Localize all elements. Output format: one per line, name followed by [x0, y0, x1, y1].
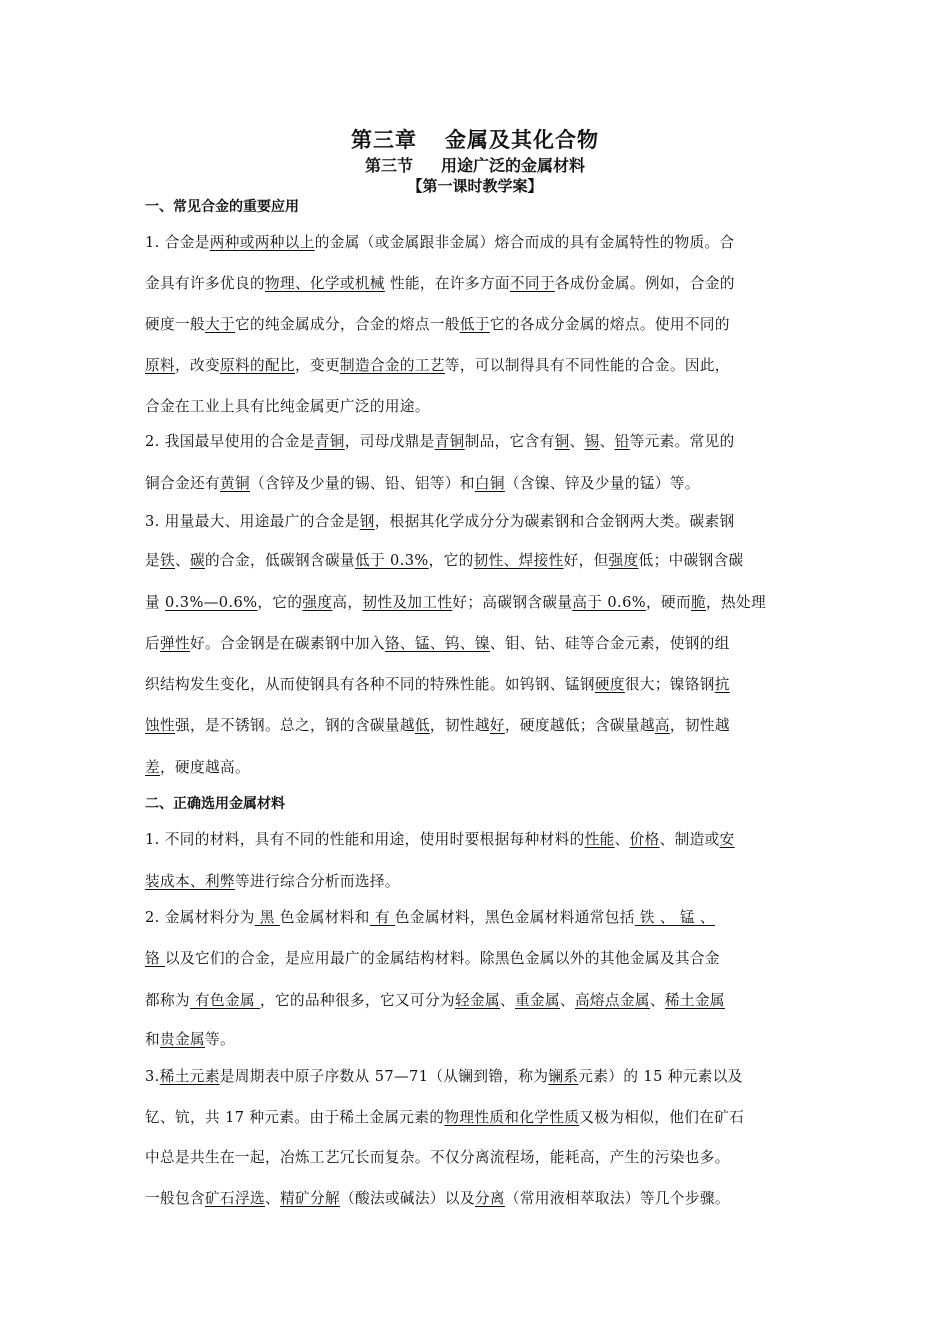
text-line — [145, 354, 811, 375]
underlined-term: 原料的配比 — [219, 357, 295, 374]
underlined-term: 两种或两种以上 — [209, 234, 315, 251]
text-run: 各成份金属。例如，合金的 — [554, 275, 735, 292]
text-run: 、 — [614, 831, 630, 848]
text-run: 等。 — [204, 1031, 235, 1048]
text-line — [145, 549, 811, 570]
text-run: ，变更 — [294, 357, 340, 374]
text-run: 织结构发生变化，从而使钢具有各种不同的特殊性能。如钨钢、锰钢 — [145, 676, 595, 693]
underlined-term: 青铜 — [434, 433, 465, 450]
section-heading: 二、正确选用金属材料 — [145, 796, 285, 812]
text-run: （酸法或碱法）以及 — [339, 1190, 475, 1207]
text-run: 后 — [145, 635, 160, 652]
underlined-term: 价格 — [629, 831, 660, 848]
text-run: 中总是共生在一起，冶炼工艺冗长而复杂。不仅分离流程场，能耗高，产生的污染也多。 — [145, 1149, 730, 1166]
text-run: 低；中碳钢含碳 — [638, 552, 744, 569]
text-run: 它的各成分金属的熔点。使用不同的 — [489, 316, 730, 333]
underlined-term: 脆 — [691, 594, 706, 611]
underlined-term: 锡 — [584, 433, 600, 450]
text-run: 它的纯金属成分，合金的熔点一般 — [234, 316, 460, 333]
text-run: 元素）的 15 种元素以及 — [578, 1068, 743, 1085]
text-run: 2. 我国最早使用的合金是 — [145, 433, 315, 450]
text-line — [145, 828, 811, 849]
text-line — [145, 1065, 811, 1086]
underlined-term: 重金属 — [514, 992, 560, 1009]
text-run: 、钼、钴、硅等合金元素，使钢的组 — [489, 635, 730, 652]
underlined-term: 装成本、利弊 — [145, 873, 235, 890]
text-run: 、 — [569, 433, 585, 450]
underlined-term: 低于 — [459, 316, 490, 333]
chapter-number: 第三章 — [351, 128, 417, 152]
underlined-term: 制造合金的工艺 — [339, 357, 445, 374]
underlined-term: 钢 — [359, 513, 375, 530]
text-run: 等进行综合分析而选择。 — [234, 873, 400, 890]
underlined-term: 弹性 — [160, 635, 190, 652]
text-run: 色金属材料和 — [279, 909, 370, 926]
text-run: ，它的 — [428, 552, 474, 569]
underlined-term: 原料 — [145, 357, 175, 374]
text-line — [145, 272, 811, 293]
underlined-term: 0.3%—0.6% — [165, 594, 258, 611]
text-run: ，热处理 — [706, 594, 766, 611]
underlined-term: 安 — [719, 831, 735, 848]
text-run: 、 — [499, 992, 515, 1009]
text-run: 强，是不锈钢。总之，钢的含碳量越 — [175, 717, 415, 734]
text-run: 硬度一般 — [145, 316, 205, 333]
text-run: 好，但 — [563, 552, 609, 569]
underlined-term: 黄铜 — [219, 475, 250, 492]
text-run: 、制造或 — [659, 831, 720, 848]
text-run: 3. — [145, 1068, 160, 1085]
underlined-term: 有 — [369, 909, 395, 926]
text-run: 是周期表中原子序数从 57—71（从镧到镥，称为 — [219, 1068, 549, 1085]
text-line — [145, 430, 811, 451]
underlined-term: 碳 — [190, 552, 205, 569]
text-line — [145, 989, 811, 1010]
chapter-title — [0, 124, 950, 154]
text-run: 、 — [559, 992, 575, 1009]
text-run: 金具有许多优良的 — [145, 275, 265, 292]
text-line — [145, 472, 811, 493]
text-run: 、 — [175, 552, 190, 569]
text-run: 3. 用量最大、用途最广的合金是 — [145, 513, 360, 530]
section-heading: 一、常见合金的重要应用 — [145, 199, 299, 215]
underlined-term: 贵金属 — [160, 1031, 205, 1048]
text-run: 又极为相似，他们在矿石 — [579, 1109, 745, 1126]
text-run: ，硬度越低；含碳量越 — [504, 717, 655, 734]
text-run: ，韧性越 — [429, 717, 490, 734]
underlined-term: 大于 — [204, 316, 235, 333]
underlined-term: 轻金属 — [454, 992, 500, 1009]
text-run: ，司母戊鼎是 — [344, 433, 435, 450]
text-run: ，改变 — [175, 357, 220, 374]
text-line — [145, 231, 811, 252]
text-run: 1. 合金是 — [145, 234, 210, 251]
text-run: 的合金，低碳钢含碳量 — [205, 552, 355, 569]
underlined-term: 黑 — [254, 909, 280, 926]
text-run: 性能，在许多方面 — [384, 275, 510, 292]
text-line — [145, 1187, 811, 1208]
section-title — [0, 153, 950, 176]
text-line — [145, 870, 811, 891]
underlined-term: 铁 、 锰 、 — [634, 909, 715, 926]
text-run: 是 — [145, 552, 160, 569]
underlined-term: 韧性及加工性 — [362, 594, 453, 611]
text-run: 都称为 — [145, 992, 190, 1009]
underlined-term: 强度 — [302, 594, 333, 611]
text-run: 高， — [332, 594, 363, 611]
text-run: 一般包含 — [145, 1190, 205, 1207]
section-number: 第三节 — [364, 156, 413, 175]
underlined-term: 物理性质和化学性质 — [444, 1109, 580, 1126]
chapter-name: 金属及其化合物 — [445, 128, 599, 152]
text-run: ，它的 — [257, 594, 303, 611]
text-line — [145, 510, 811, 531]
text-run: 制品，它含有 — [464, 433, 555, 450]
underlined-term: 物理、化学或机械 — [264, 275, 385, 292]
text-line — [145, 1028, 811, 1049]
text-run: 好。合金钢是在碳素钢中加入 — [190, 635, 385, 652]
text-run: 合金在工业上具有比纯金属更广泛的用途。 — [145, 398, 430, 415]
text-line — [145, 1106, 811, 1127]
underlined-term: 白铜 — [474, 475, 505, 492]
underlined-term: 差 — [145, 759, 160, 776]
text-run: ，根据其化学成分分为碳素钢和合金钢两大类。碳素钢 — [374, 513, 735, 530]
text-run: 和 — [145, 1031, 160, 1048]
underlined-term: 精矿分解 — [279, 1190, 340, 1207]
underlined-term: 硬度 — [594, 676, 625, 693]
underlined-term: 性能 — [584, 831, 615, 848]
text-run: 的金属（或金属跟非金属）熔合而成的具有金属特性的物质。合 — [314, 234, 735, 251]
underlined-term: 低 — [414, 717, 430, 734]
text-line — [145, 395, 811, 416]
underlined-term: 蚀性 — [145, 717, 175, 734]
text-run: （常用液相萃取法）等几个步骤。 — [504, 1190, 730, 1207]
underlined-term: 青铜 — [314, 433, 345, 450]
underlined-term: 铜 — [554, 433, 570, 450]
text-run: 1. 不同的材料，具有不同的性能和用途，使用时要根据每种材料的 — [145, 831, 585, 848]
underlined-term: 好 — [489, 717, 505, 734]
underlined-term: 高 — [654, 717, 670, 734]
text-run: 、 — [649, 992, 665, 1009]
text-run: 、 — [599, 433, 615, 450]
text-run: 量 — [145, 594, 166, 611]
underlined-term: 稀土金属 — [664, 992, 725, 1009]
underlined-term: 高于 0.6% — [572, 594, 647, 611]
text-line — [145, 714, 811, 735]
underlined-term: 高熔点金属 — [574, 992, 650, 1009]
underlined-term: 强度 — [608, 552, 639, 569]
text-run: ，韧性越 — [669, 717, 730, 734]
text-line — [145, 1146, 811, 1167]
text-run: 、 — [264, 1190, 280, 1207]
text-run: 钇、钪，共 17 种元素。由于稀土金属元素的 — [145, 1109, 445, 1126]
underlined-term: 分离 — [474, 1190, 505, 1207]
text-line — [145, 591, 811, 612]
text-run: ，它的品种很多，它又可分为 — [260, 992, 455, 1009]
text-run: （含镍、锌及少量的锰）等。 — [504, 475, 700, 492]
text-run: 2. 金属材料分为 — [145, 909, 255, 926]
underlined-term: 有色金属 — [189, 992, 261, 1009]
underlined-term: 抗 — [714, 676, 730, 693]
text-line — [145, 673, 811, 694]
text-line — [145, 313, 811, 334]
text-line — [145, 947, 811, 968]
text-run: ，硬而 — [646, 594, 691, 611]
lesson-label: 【第一课时教学案】 — [407, 177, 543, 195]
text-run: 好；高碳钢含碳量 — [452, 594, 573, 611]
text-line — [145, 756, 811, 777]
underlined-term: 铅 — [614, 433, 630, 450]
underlined-term: 铬 — [145, 950, 166, 967]
text-line — [145, 632, 811, 653]
underlined-term: 铁 — [160, 552, 175, 569]
underlined-term: 不同于 — [509, 275, 555, 292]
underlined-term: 低于 0.3% — [354, 552, 429, 569]
text-run: 色金属材料，黑色金属材料通常包括 — [394, 909, 635, 926]
underlined-term: 稀土元素 — [159, 1068, 220, 1085]
text-run: 很大；镍铬钢 — [624, 676, 715, 693]
underlined-term: 矿石浮选 — [204, 1190, 265, 1207]
underlined-term: 韧性、焊接性 — [473, 552, 564, 569]
underlined-term: 镧系 — [548, 1068, 579, 1085]
section-name: 用途广泛的金属材料 — [441, 156, 586, 175]
text-line — [145, 906, 811, 927]
text-run: ，硬度越高。 — [160, 759, 250, 776]
text-run: 铜合金还有 — [145, 475, 220, 492]
underlined-term: 铬、锰、钨、镍 — [384, 635, 490, 652]
text-run: 等，可以制得具有不同性能的合金。因此， — [444, 357, 730, 374]
text-run: 以及它们的合金，是应用最广的金属结构材料。除黑色金属以外的其他金属及其合金 — [165, 950, 720, 967]
text-run: 等元素。常见的 — [629, 433, 735, 450]
text-run: （含锌及少量的锡、铅、铝等）和 — [249, 475, 475, 492]
